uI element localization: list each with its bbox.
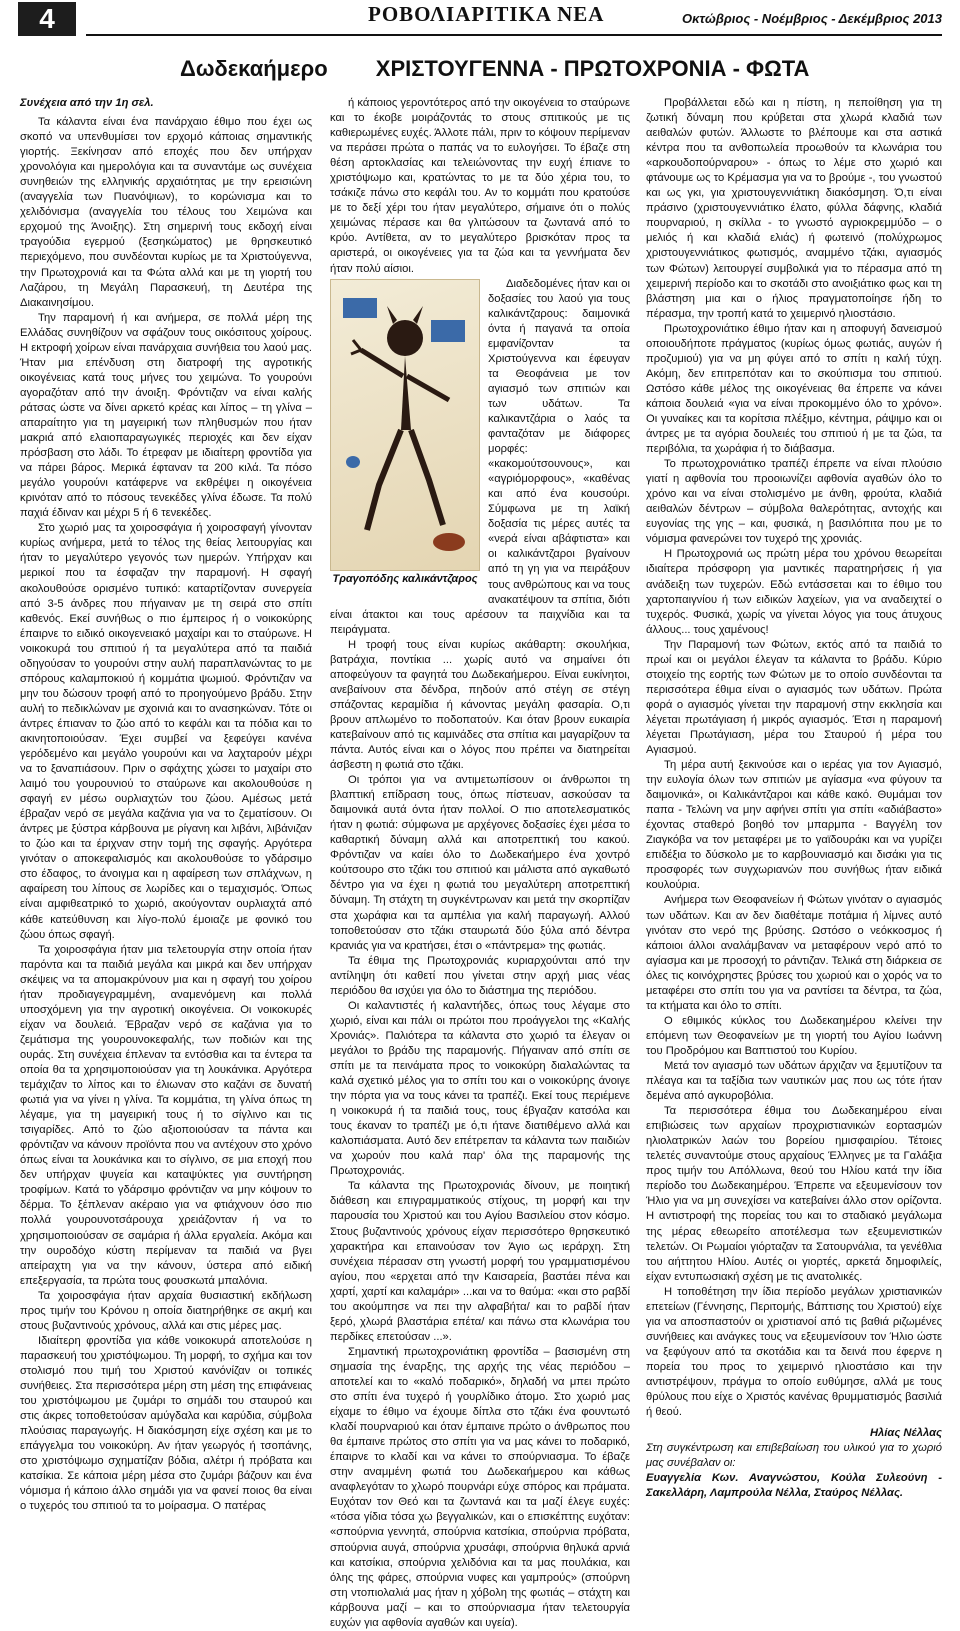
- page-number: 4: [18, 2, 76, 36]
- paragraph: Ανήμερα των Θεοφανείων ή Φώτων γινόταν ο αγιασμός των υδάτων. Και αν δεν διαθέταμε ποτάμια ή λίμνες αυτό γινόταν στο νερό της βρύσης. Ωστόσο ο νεόκκοσμος ή κάποιοι άλλοι αναλάμβαναν να μεταφέρουν νερό από το αγίασμα και με προσοχή το ράντιζαν. Τελικά στη διάρκεια σε όλες τις κοινόχρηστες βρύσες του χωριού και ο χορός να το μεταφέρει στο σπίτι του για να ραντίσει τα δέντρα, τα ζώα, τα κτήματα και όλο το σπίτι.: [646, 894, 942, 1012]
- paragraph: ή κάποιος γεροντότερος από την οικογένεια το σταύρωνε και το έκοβε μοιράζοντάς το στους σπιτικούς με τις καθιερωμένες ευχές. Άλλοτε πάλι, πριν το κόψουν περίμεναν να περάσει πρώτα ο παπάς να το ευλογήσει. Το έβαζε στη θέση αρτοκλασίας και τελειώνοντας την ευχή έπιανε το χριστόψωμο και, κρατώντας το με τα δύο χέρια του, το τσάκιζε πάνω στο κεφάλι του. Αν το κομμάτι που κρατούσε με το δεξί χέρι του ήταν μεγαλύτερο, σήμαινε ότι ο πολύς χειμώνας πέρασε και θα γλιτώσουν τα ζωντανά από το κρύο. Αντίθετα, αν το μεγαλύτερο βρισκόταν προς τα αριστερά, οι οικογένειες για τα ζώα και τα γεννήματα δεν ήταν πολύ αίσιοι.: [330, 97, 630, 275]
- paragraph: Η τροφή τους είναι κυρίως ακάθαρτη: σκουλήκια, βατράχια, ποντίκια ... χωρίς αυτό να σημαίνει ότι αποφεύγουν τα φαγητά του Δωδεκαήμερου. Είναι ευκίνητοι, ανεβαίνουν στα δένδρα, πηδούν από στέγη σε στέγη σπάζοντας κεραμίδια ή κάνοντας μεγάλη φασαρία. Ο,τι βρουν απλωμένο το ποδοπατούν. Και όταν βρουν ευκαιρία κατεβαίνουν από τις καμινάδες στα σπίτια και μαγαρίζουν τα πάντα. Αυτός είναι και ο λόγος που πρέπει να διατηρείται άσβεστη η φωτιά στο τζάκι.: [330, 638, 630, 772]
- section-title: [180, 56, 960, 82]
- column-1: [20, 96, 312, 1513]
- paragraph: Στο χωριό μας τα χοιροσφάγια ή χοιροσφαγή γίνονταν κυρίως ανήμερα, μετά το τέλος της θείας λειτουργίας και ήταν το μεγαλύτερο γεγονός των ημερών. Υπήρχαν και μερικοί που τα έσφαζαν την παραμονή. Η σφαγή ακολουθούσε ορισμένο τυπικό: καταρτίζονταν συνεργεία από 3-5 άνδρες που πήγαιναν με τη σειρά στο σπίτι καθενός. Εκεί συνήθως ο πιο έμπειρος ή ο νοικοκύρης έπαιρνε το ειδικό οικογενειακό μαχαίρι και το σταύρωνε. Η νοικοκυρά του σπιτιού ή τα μεγαλύτερα από τα παιδιά οδηγούσαν το γουρούνι στην αυλή παραπλανώντας το με σπόρους καλαμποκιού ή κομμάτια ψωμιού. Φρόντιζαν να μην του δώσουν τροφή από το προηγούμενο βράδυ. Στην αυλή το πεδικλώναν με σχοινιά και το ανασηκώναν. Τότε οι άντρες έπιαναν το ζώο από το κεφάλι και τα πόδια και το ακινητοποιούσαν. Έχει συμβεί να ξεφεύγει κανένα γερόδεμένο και μεγάλο γουρούνι και να λαχταρούν μέχρι να το ξαναπιάσουν. Πριν ο σφάχτης χώσει το μαχαίρι στο λαιμό του γουρουνιού το σταύρωνε και ακολουθούσε η σφαγή εν μέσω ουρλιαχτών του ζώου. Αμέσως μετά έβραζαν νερό σε μεγάλα καζάνια για να το ζεματίσουν. Οι άντρες με ξύστρα κάρβουνα με ρίγανη και λιβάνι, λιβάνιζαν το ζώο και τα έριχναν στην τομή της σφαγής. Αργότερα γινόταν ο αποκεφαλισμός και ακολουθούσε το γδάρσιμο στο έδαφος, το άνοιγμα και η αφαίρεση των σπλάχνων, η αφαίρεση του λίπους σε λωρίδες και ο τεμαχισμός. Όπως είναι αμφιθεατρικό το χωριό, ακούγονταν ουρλιαχτά από κάθε κατεύθυνση και λίγο-πολύ έμοιαζε με φονικό του ζώου όπως σφαγή.: [20, 522, 312, 941]
- column-2: [330, 96, 630, 1629]
- paragraph: Τα χοιροσφάγια ήταν μια τελετουργία στην οποία ήταν παρόντα και τα παιδιά μεγάλα και μικρά και δεν υπήρχαν σκέψεις να τα απομακρύνουν μια και η σφαγή του χοίρου ήταν προδιαγεγραμμένη, αναμενόμενη και πολλά υποσχόμενη για την αγροτική οικογένεια. Οι νοικοκυρές είχαν να δουλειά. Έβραζαν νερό σε καζάνια για το ζεμάτισμα της γουρουνοκεφαλής, των ποδιών και της ουράς. Στη συνέχεια έπλεναν τα εντόσθια και τα έντερα τα οποία θα τα χρησιμοποιούσαν για τη λουκάνικα. Αργότερα τεμάχιζαν το λίπος και το έλιωναν στο καζάνι σε δυνατή φωτιά για να γίνει η γλίνα. Τα κομμάτια, τη γλίνα όπως τη λέγαμε, για τη μαγειρική τους ή το σίγλινο και τις τσιγαρίδες. Από το ζώο αξιοποιούσαν τα πάντα και φρόντιζαν να κάνουν προϊόντα που να αντέχουν στο χρόνο όπως είναι τα λουκάνικα και το σίγλινο, σε μια εποχή που δεν υπήρχαν ψυγεία και καταψύκτες για συντήρηση τροφίμων. Κατά το γδάρσιμο φρόντιζαν να μην κόψουν το δέρμα. Το ξέπλεναν ακέραιο για να φτιάχνουν όσο πιο πολλά γουρουνοτσάρουχα χρειάζονταν ή να το χρησιμοποιούσαν σε σαμάρια ή άλλα εργαλεία. Ακόμα και την ουροδόχο κύστη περίμεναν τα παιδιά να βγει απείραχτη για να την κάνουν, ύστερα από ειδική επεξεργασία, τα πρώτα τους φουσκωτά μπαλόνια.: [20, 943, 312, 1287]
- paragraph: Τη μέρα αυτή ξεκινούσε και ο ιερέας για τον Αγιασμό, την ευλογία όλων των σπιτιών με αγίασμα «να φύγουν τα δαιμονικά», οι Καλικάντζαροι και κάθε κακό. Θυμάμαι τον παπα - Τελώνη να μην αφήνει σπίτι για σπίτι «αδιάβαστο» έχοντας σταθερό βοηθό τον μπαρμπα - Βαγγέλη τον Ζιαγκόβα να τον μεταφέρει με το γαϊδουράκι και να γυρίζει επιδέξια το δύσκολο με το καρβουνιασμό και δισάκι για τις προσφορές των συγχωριανών που συνήθως ήταν ειδικά κουλούρια.: [646, 759, 942, 892]
- issue-date: Οκτώβριος - Νοέμβριος - Δεκέμβριος 2013: [682, 11, 942, 26]
- column-3: [646, 96, 942, 1500]
- paragraph: Διαδεδομένες ήταν και οι δοξασίες του λαού για τους καλικάντζαρους: δαιμονικά όντα ή παγανά τα οποία εμφανίζονταν τα Χριστούγεννα και έφευγαν τα Θεοφάνεια με τον αγιασμό των σπιτιών και των υδάτων. Τα καλικαντζάρια ο λαός τα φανταζόταν με διάφορες μορφές: «κακομούτσουνους», και «αγριόμορφους», «καθένας και από ένα κουσούρι. Σύμφωνα με τη λαϊκή δοξασία τις μέρες αυτές τα «νερά είναι αβάφτιστα» και οι καλικάντζαροι βγαίνουν από τη γη για να πειράξουν τους ανθρώπους και να τους ανακατέψουν τα σπίτια, διότι είναι άτακτοι και τους αρέσουν τα παιχνίδια και τα πειράγματα.: [330, 277, 630, 636]
- figure-caption: Τραγοπόδης καλικάντζαρος: [332, 572, 478, 585]
- paragraph: Ο εθιμικός κύκλος του Δωδεκαημέρου κλείνει την επόμενη των Θεοφανείων με τη γιορτή του Αγίου Ιωάννη του Προδρόμου και Βαπτιστού του Κυρίου.: [646, 1014, 942, 1057]
- paragraph: Τα κάλαντα της Πρωτοχρονιάς δίνουν, με ποιητική διάθεση και επιγραμματικούς στίχους, τη μορφή και την παρουσία του Χριστού και του Αγίου Βασιλείου στον κόσμο. Στους βυζαντινούς χρόνους είχαν περισσότερο θρησκευτικό χαρακτήρα και επαινούσαν τον Άγιο ως ιεράρχη. Στη συνέχεια πέρασαν στη γνωστή μορφή του γραμματισμένου αγίου, που «ερχεται από την Καισαρεία, βαστάει πένα και χαρτί, χαρτί και καλαμάρι» ...και να το θαύμα: «και στο ραβδί του ακούμπησε να πει την αλφαβήτα/ και το ραβδί ήταν ξερό, χλωρά βλαστάρια επέτα/ και πάνω στα κλωνάρια του περδίκες επετούσαν ...».: [330, 1180, 630, 1343]
- goblin-drawing: [331, 280, 479, 570]
- paragraph: Τα χοιροσφάγια ήταν αρχαία θυσιαστική εκδήλωση προς τιμήν του Κρόνου η οποία διατηρήθηκε σε ακμή και στους βυζαντινούς χρόνους, αλλά και στις μέρες μας.: [20, 1289, 312, 1332]
- masthead: ΡΟΒΟΛΙΑΡΙΤΙΚΑ ΝΕΑ: [368, 2, 605, 26]
- section-title-right: ΧΡΙΣΤΟΥΓΕΝΝΑ - ΠΡΩΤΟΧΡΟΝΙΑ - ΦΩΤΑ: [375, 56, 810, 81]
- paragraph: Τα κάλαντα είναι ένα πανάρχαιο έθιμο που έχει ως σκοπό να υπενθυμίσει τον ερχομό κάποιας σημαντικής γιορτής. Ξεκίνησαν από εποχές που δεν υπήρχαν χρονολόγια και ημερολόγια και τα συναντάμε ως συνέχεια συνηθειών της ελληνικής αρχαιότητας με την ερεισιώνη (αναγγελία των Πυανόψιων), το κορώνισμα και το χελιδόνισμα (αναγγελία του τέλους του Χειμώνα και ερχομού της Άνοιξης). Στη σημερινή τους εκδοχή είναι τραγούδια εγερμού (ξεσηκώματος) με θρησκευτικό περιεχόμενο, που συνδέονται κυρίως με τα Χριστούγεννα, την Πρωτοχρονιά και τα Φώτα αλλά και με τη γιορτή του Λαζάρου, τη Μεγάλη Παρασκευή, τη Δευτέρα της Διακαινησίμου.: [20, 116, 312, 309]
- paragraph: Μετά τον αγιασμό των υδάτων άρχιζαν να ξεμυτίζουν τα πλέαγα και τα ταξίδια των ναυτικών μας που ως τότε ήταν δεμένα από αγκυροβόλια.: [646, 1060, 942, 1103]
- paragraph: Πρωτοχρονιάτικο έθιμο ήταν και η αποφυγή δανεισμού οποιουδήποτε πράγματος (κυρίως όμως φωτιάς, αυγών ή προζυμιού) για να μη φύγει από το σπίτι η καλή τύχη. Ακόμη, δεν επιτρεπόταν και το σκούπισμα του σπιτιού. Ωστόσο κάθε μέλος της οικογένειας θα έπρεπε να κάνει κάποια δουλειά «για να είναι προκομμένο όλο το χρόνο». Οι γυναίκες και τα κορίτσια πλέξιμο, κέντημα, ράψιμο και οι άντρες με τα αγόρια δουλειές του σπιτιού ή με τα ζώα, τα περιβόλια, τα χωράφια ή το διάβασμα.: [646, 322, 942, 456]
- paragraph: Την παραμονή ή και ανήμερα, σε πολλά μέρη της Ελλάδας συνηθίζουν να σφάζουν τους οικόσιτους χοίρους. Η εκτροφή χοίρων είναι πανάρχαια συνήθεια του λαού μας. Ήταν μια επένδυση στη διατροφή της αγροτικής οικογένειας κατά τους μήνες του χειμώνα. Το γουρούνι αγοραζόταν από την άνοιξη. Φρόντιζαν να είναι καλής ράτσας ώστε να δίνει αρκετό κρέας και λίπος – τη γλίνα – απαραίτητο για τη μαγειρική των πληθυσμών που ήταν μακριά από ελαιοπαραγωγικές περιοχές και δεν είχαν πρόσβαση στο λάδι. Το έτρεφαν με ιδιαίτερη φροντίδα για να πάρει βάρος. Μερικά έφταναν τα 200 κιλά. Τα πόσο μεγάλο γουρούνι κατάφερνε να εκθρέψει η οικογένεια κρινόταν από το πόσους τενεκέδες γλίνα έδωσε. Τα πολύ παχιά έδιναν και μέχρι 5 ή 6 τενεκέδες.: [20, 311, 312, 520]
- paragraph: Οι καλαντιστές ή καλαντήδες, όπως τους λέγαμε στο χωριό, είναι και πάλι οι πρώτοι που προάγγελοι της «Καλής Χρονιάς». Παλιότερα τα κάλαντα στο χωριό τα έλεγαν οι μεγάλοι το βράδυ της παραμονής. Πήγαιναν από σπίτι σε σπίτι με τα πεινάματα προς το νοικοκύρη διαλαλώντας τα καλά σχετικό μέλος για το σπίτι του και ο νοικοκύρης άνοιγε την πόρτα για να τους κάνει τα τραπέζι. Εκεί τους περιέμενε η νοικοκυρά ή τα παιδιά τους, τους έβγαζαν κατσόλα και τους έκαναν το τραπέζι με ό,τι ήτανε διατιθέμενο αλλά και καλοπιάσματα. Αυτό δεν επέτρεπαν τα κάλαντα των παιδιών να χωρούν που καλά παρ' όλα της παραμονής της Πρωτοχρονιάς.: [330, 999, 630, 1178]
- paragraph: Προβάλλεται εδώ και η πίστη, η πεποίθηση για τη ζωτική δύναμη που κρύβεται στα χλωρά κλαδιά των αειθαλών φυτών. Άλλωστε το βλέπουμε και στα αστικά κέντρα που τα ανθοπωλεία προωθούν τα κλωνάρια του «αρκουδοπούρναρου» - όπως το λέμε στο χωριό και φτάνουμε ως το Κρέμασμα για να το βρούμε -, του γνωστού και ως γκι, για χριστουγεννιάτικη διακόσμηση. Ό,τι είναι πράσινο (χριστουγεννιάτικο έλατο, φύλλα δάφνης, κλαδιά πουρναριού, η σκίλλα - το γνωστό αγριοκρεμμύδο – ο μελιός ή και κλαδιά ελιάς) ή φωτεινό (πολύχρωμος χριστουγεννιάτικος φωτισμός, αναμμένο τζάκι, αγιασμός των Φώτων) λειτουργεί συμβολικά για το πέρασμα από τη χειμερινή περίοδο και το σκοτάδι στο ανοιξιάτικο φως και τη βλάστηση μια και ο ήλιος πραγματοποίησε ήδη το πέρασμα, την τροπή κατά το χειμερινό ηλιοστάσιο.: [646, 97, 942, 320]
- continuation-note: Συνέχεια από την 1η σελ.: [20, 97, 154, 109]
- kalikantzaros-illustration: [330, 279, 480, 571]
- acknowledgement-note: Στη συγκέντρωση και επιβεβαίωση του υλικού για το χωριό μας συνέβαλαν οι:: [646, 1442, 942, 1470]
- paragraph: Την Παραμονή των Φώτων, εκτός από τα παιδιά το πρωί και οι μεγάλοι έλεγαν τα κάλαντα το βράδυ. Κύριο στοιχείο της εορτής των Φώτων με το οποίο συνδέονται τα περισσότερα έθιμα είναι ο αγιασμός των υδάτων. Πρώτα φορά ο αγιασμός γίνεται την παραμονή στην εκκλησία και λέγεται πρωτάγιαση ή μικρός αγιασμός. Έτσι η παραμονή λέγεται Πρωτάγιαση, μέρα του Σταυρού ή μέρα του Αγιασμού.: [646, 638, 942, 757]
- contributors: Ευαγγελία Κων. Αναγνώστου, Κούλα Συλεούνη - Σακελλάρη, Λαμπρούλα Νέλλα, Σταύρος Νέλλας.: [646, 1472, 942, 1500]
- paragraph: Η τοποθέτηση την ίδια περίοδο μεγάλων χριστιανικών επετείων (Γέννησης, Περιτομής, Βάπτισης του Χριστού) είχε για να αποσπαστούν οι χριστιανοί από τις βαθιά ριζωμένες συνήθειες και ανάγκες τους να εξευμενίσουν τον Ήλιο ώστε να ξεφύγουν από τα σκοτάδια και τα δεινά που έφερνε η πορεία του προς το χειμερινό ηλιοστάσιο και την αντιστρέψουν, πράγμα το οποίο ευθύμησε, αλλά με τους θρύλους που είχε ο Χριστός κανένας θρυμματισμός βασιλιά ή θεού.: [646, 1285, 942, 1419]
- author-signature: Ηλίας Νέλλας: [869, 1427, 942, 1440]
- paragraph: Οι τρόποι για να αντιμετωπίσουν οι άνθρωποι τη βλαπτική επίδραση τους, όπως πίστευαν, ασκούσαν τα δαιμονικά αυτά όντα ήταν πολλοί. Ο πιο αποτελεσματικός ήταν η φωτιά: σύμφωνα με αρχέγονες δοξασίες έχει μέσα το καθαρτική δύναμη αλλά και αποτρεπτική του κακού. Φρόντιζαν να καίει όλο το Δωδεκαήμερο ένα χοντρό κούτσουρο στο τζάκι του σπιτιού και μάλιστα από αγκαθωτό δέντρο για να έχει η φωτιά του μεγαλύτερη αποτρεπτική δύναμη. Τη στάχτη τη συγκέντρωναν και μετά την σκορπίζαν στα χωράφια και τα αμπέλια για καλή παραγωγή. Αλλού τοποθετούσαν στο τζάκι σταυρωτά δύο ξύλα από δέντρα κρανιάς για να κρατήσει, έτσι ο «πάντρεμα» της φωτιάς.: [330, 774, 630, 952]
- paragraph: Ιδιαίτερη φροντίδα για κάθε νοικοκυρά αποτελούσε η παρασκευή του χριστόψωμου. Τη μορφή, το σχήμα και τον στολισμό που τιμή του Χριστού κανόνίζαν οι τοπικές συνήθειες. Στα περισσότερα μέρη στη μέση της επιφάνειας του χριστόψωμου με ζυμάρι το σημάδι του σταυρού και στις άκρες τοποθετούσαν αμύγδαλα και καρύδια, σύμβολα πλούσιας παραγωγής. Η διακόσμηση είχε σχέση και με το επάγγελμα του νοικοκύρη. Αν ήταν γεωργός ή τσοπάνης, στο χριστόψωμο σχηματίζαν βόδια, αλέτρι ή πρόβατα και κατσίκια. Σε κάποια μέρη μέσα στο ζυμάρι βάζουν και ένα νόμισμα ή κάποιο άλλο σημάδι για να φανεί ποιος θα είναι ο τυχερός του σπιτιού τα το μοίρασμα. Ο πατέρας: [20, 1334, 312, 1513]
- paragraph: Η Πρωτοχρονιά ως πρώτη μέρα του χρόνου θεωρείται ιδιαίτερα πρόσφορη για μαντικές παρατηρήσεις ή για ανάδειξη των τυχερών. Εδώ εντάσσεται και το έθιμο του χαρτοπαιγνίου ή των ειδικών λαχείων, για να αναδειχτεί ο τυχερός. Φυσικά, χωρίς να γίνεται λόγος για τους άτυχους άλλους... τους χαμένους!: [646, 548, 942, 636]
- paragraph: Τα περισσότερα έθιμα του Δωδεκαημέρου είναι επιβιώσεις των αρχαίων προχριστιανικών εορτασμών ηλιολατρικών λαών του βορείου ημισφαιρίου. Τέτοιες τελετές συναντούμε στους αρχαίους Έλληνες με τα Γαλάξια προς τιμήν του Απόλλωνα, θεού του Ηλίου κατά την ίδια περίοδο του Δωδεκαημέρου. Έπρεπε να εξευμενίσουν τον Ήλιο για να μη συνεχίσει να κατεβαίνει άλλο στον ορίζοντα. Η αντιστροφή της πορείας του και το σταδιακό μεγάλωμα της μέρας εθεωρείτο αποτέλεσμα των εξευμενιστικών τελετών. Οι Ρωμαίοι γιόρταζαν τα Σατουρνάλια, τα γενέθλια του αήττητου Ηλίου. Αυτές οι γιορτές, αρκετά δημοφιλείς, είχαν εντυπωσιακή σχέση με τις ανατολικές.: [646, 1105, 942, 1283]
- section-title-left: Δωδεκαήμερο: [180, 56, 328, 81]
- paragraph: Σημαντική πρωτοχρονιάτικη φροντίδα – βασισμένη στη σημασία της έναρξης, της αρχής της νέας περιόδου – αποτελεί και το «καλό ποδαρικό», δηλαδή να μπει πρώτο στο σπίτι ένα τυχερό ή γουρλίδικο άτομο. Στο χωριό μας είχαμε το έθιμο να έχουμε δίπλα στο τζάκι ένα φουντωτό κλαδί πουρναριού και όταν έμπαινε πρώτο ο άνθρωπος που θα έμπαινε πρώτος στο σπίτι για να μας κάνει το ποδαρικό, έπαιρνε το κλαδί και να κάνει το σπούρνιασμα. Το έβαζε στην αναμμένη φωτιά του Δωδεκαήμερου και κάθως αναφλεγόταν το χλωρό πουρνάρι εύχε σπόρος και πράματα. Ευχόταν τον Θεό και τα ζωντανά και τα μαζί έλεγε ευχές: «τόσα γίδια τόσα χω βεγγαλικών, και ο επισκέπτης ευχόταν: «σπούρνια γεννητά, σπούρνια κατσίκια, σπούρνια πρόβατα, σπούρνια αυγά, σπούρνια χρυσάφι, σπούρνια θηλυκά αρνιά και κατσίκια, σπούρνια χελιδόνια και τα μας πουλάκια, και όλης της φάρες, σπούρνια νυφες και γαμπρούς» (σπούρνη στη ντοπιολαλιά μας ήταν η χόβολη της φωτιάς – στάχτη και κάρβουνα μαζί – και το σπούρνιασμα ήταν τελετουργία ευχών για αφθονία αγαθών και υγεία).: [330, 1345, 630, 1629]
- paragraph: Το πρωτοχρονιάτικο τραπέζι έπρεπε να είναι πλούσιο γιατί η αφθονία του προοιωνίζει αφθονία αγαθών όλο το χρόνο και να είναι στολισμένο με άνθη, φρούτα, κλαδιά αειθαλών δέντρων – σύμβολα θαλερότητας, αντοχής και ευγονίας της γης – και, φυσικά, η βασιλόπιτα που με το νόμισμα φανερώνει τον τυχερό της χρονιάς.: [646, 458, 942, 546]
- figure: [330, 279, 480, 591]
- page-header: [0, 0, 960, 40]
- paragraph: Τα έθιμα της Πρωτοχρονιάς κυριαρχούνται από την αντίληψη ότι καθετί που γίνεται στην αρχή μιας νέας περιόδου θα ισχύει για όλο το διάστημα της περιόδου.: [330, 954, 630, 997]
- header-rule: [86, 34, 942, 36]
